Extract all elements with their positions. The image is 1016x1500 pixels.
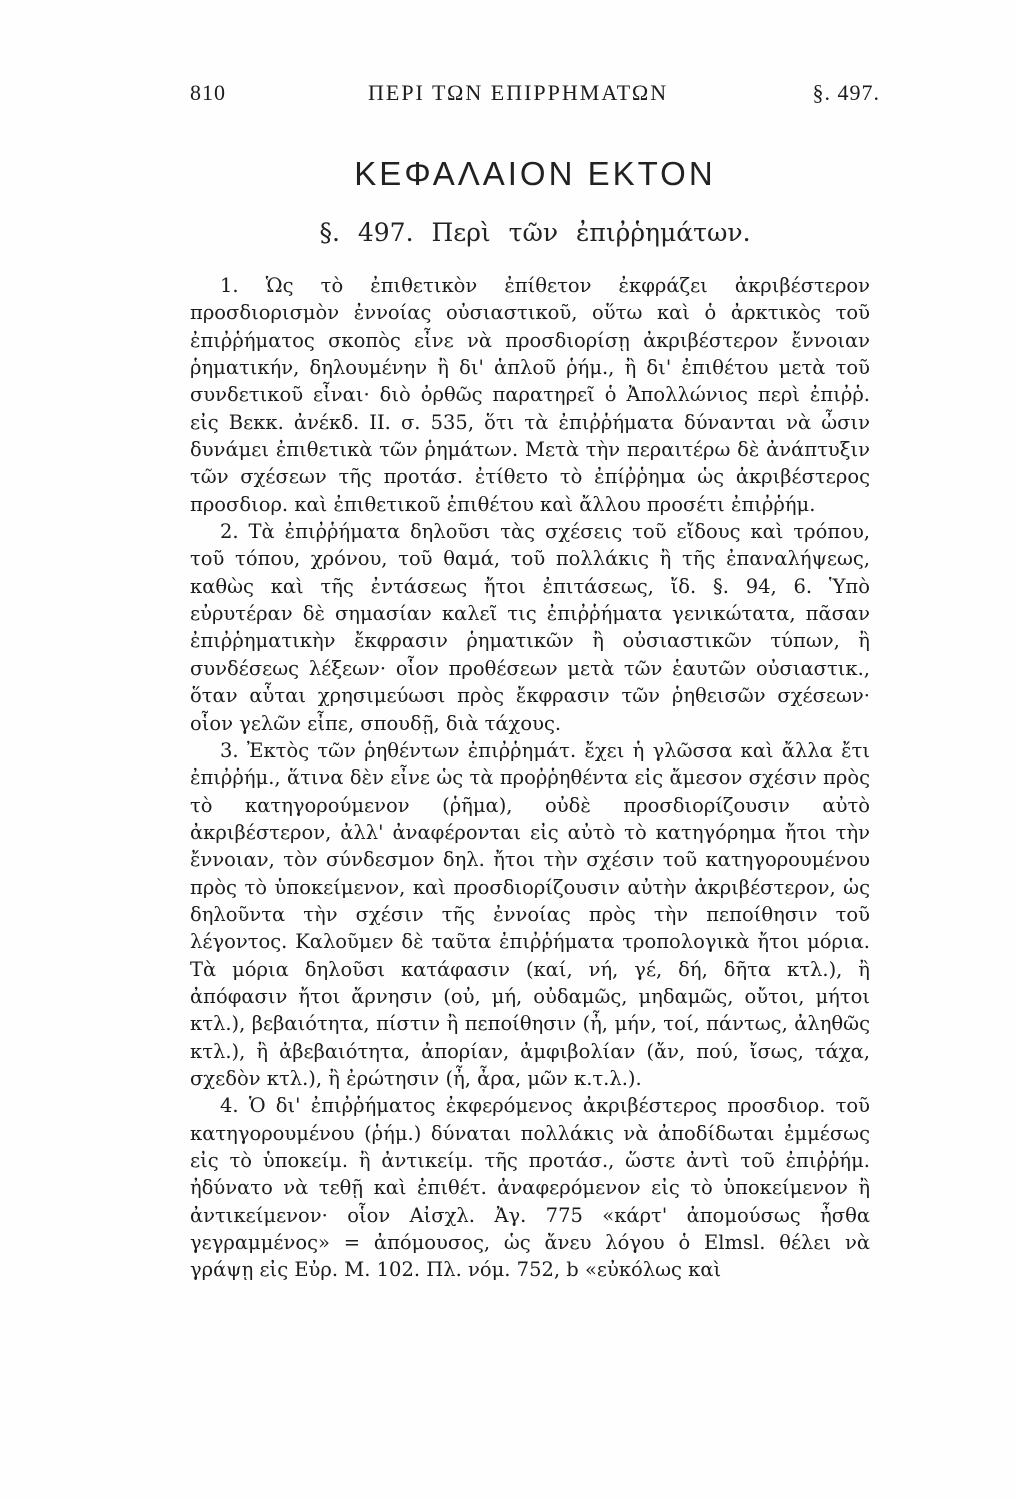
header-section-mark: §. 497. (812, 80, 880, 105)
page-number: 810 (190, 80, 226, 105)
paragraph-1: 1. Ὡς τὸ ἐπιθετικὸν ἐπίθετον ἐκφράζει ἀκριβέστερον προσδιορισμὸν ἐννοίας οὐσιαστικοῦ, οὕτω καὶ ὁ ἀρκτικὸς τοῦ ἐπιῤῥήματος σκοπὸς εἶνε νὰ προσδιορίσῃ ἀκριβέστερον ἔννοιαν ῥηματικήν, δηλουμένην ἢ δι' ἁπλοῦ ῥήμ., ἢ δι' ἐπιθέτου μετὰ τοῦ συνδετικοῦ εἶναι· διὸ ὀρθῶς παρατηρεῖ ὁ Ἀπολλώνιος περὶ ἐπιῤῥ. εἰς Βεκκ. ἀνέκδ. II. σ. 535, ὅτι τὰ ἐπιῤῥήματα δύνανται νὰ ὦσιν δυνάμει ἐπιθετικὰ τῶν ῥημάτων. Μετὰ τὴν περαιτέρω δὲ ἀνάπτυξιν τῶν σχέσεων τῆς προτάσ. ἐτίθετο τὸ ἐπίῤῥημα ὡς ἀκριβέστερος προσδιορ. καὶ ἐπιθετικοῦ ἐπιθέτου καὶ ἄλλου προσέτι ἐπιῤῥήμ. (190, 274, 870, 516)
running-header (190, 80, 880, 120)
paragraph-3: 3. Ἐκτὸς τῶν ῥηθέντων ἐπιῤῥημάτ. ἔχει ἡ γλῶσσα καὶ ἄλλα ἔτι ἐπιῤῥήμ., ἅτινα δὲν εἶνε ὡς τὰ προῤῥηθέντα εἰς ἄμεσον σχέσιν πρὸς τὸ κατηγορούμενον (ῥῆμα), οὐδὲ προσδιορίζουσιν αὐτὸ ἀκριβέστερον, ἀλλ' ἀναφέρονται εἰς αὐτὸ τὸ κατηγόρημα ἤτοι τὴν ἔννοιαν, τὸν σύνδεσμον δηλ. ἤτοι τὴν σχέσιν τοῦ κατηγορουμένου πρὸς τὸ ὑποκείμενον, καὶ προσδιορίζουσιν αὐτὴν ἀκριβέστερον, ὡς δηλοῦντα τὴν σχέσιν τῆς ἐννοίας πρὸς τὴν πεποίθησιν τοῦ λέγοντος. Καλοῦμεν δὲ ταῦτα ἐπιῤῥήματα τροπολογικὰ ἤτοι μόρια. Τὰ μόρια δηλοῦσι κατάφασιν (καί, νή, γέ, δή, δῆτα κτλ.), ἢ ἀπόφασιν ἤτοι ἄρνησιν (οὐ, μή, οὐδαμῶς, μηδαμῶς, οὔτοι, μήτοι κτλ.), βεβαιότητα, πίστιν ἢ πεποίθησιν (ἦ, μήν, τοί, πάντως, ἀληθῶς κτλ.), ἢ ἀβεβαιότητα, ἀπορίαν, ἀμφιβολίαν (ἄν, πού, ἴσως, τάχα, σχεδὸν κτλ.), ἢ ἐρώτησιν (ἦ, ἆρα, μῶν κ.τ.λ.). (190, 738, 870, 1090)
paragraph-2: 2. Τὰ ἐπιῤῥήματα δηλοῦσι τὰς σχέσεις τοῦ εἴδους καὶ τρόπου, τοῦ τόπου, χρόνου, τοῦ θαμά, τοῦ πολλάκις ἢ τῆς ἐπαναλήψεως, καθὼς καὶ τῆς ἐντάσεως ἤτοι ἐπιτάσεως, ἴδ. §. 94, 6. Ὑπὸ εὐρυτέραν δὲ σημασίαν καλεῖ τις ἐπιῤῥήματα γενικώτατα, πᾶσαν ἐπιῤῥηματικὴν ἔκφρασιν ῥηματικῶν ἢ οὐσιαστικῶν τύπων, ἢ συνδέσεως λέξεων· οἷον προθέσεων μετὰ τῶν ἑαυτῶν οὐσιαστικ., ὅταν αὗται χρησιμεύωσι πρὸς ἔκφρασιν τῶν ῥηθεισῶν σχέσεων· οἷον γελῶν εἶπε, σπουδῇ, διὰ τάχους. (190, 520, 870, 735)
running-title: ΠΕΡΙ ΤΩΝ ΕΠΙΡΡΗΜΑΤΩΝ (368, 80, 669, 105)
body-text (190, 272, 870, 1284)
chapter-title: ΚΕΦΑΛΑΙΟΝ ΕΚΤΟΝ (354, 155, 716, 192)
section-heading: §. 497. Περὶ τῶν ἐπιῤῥημάτων. (319, 218, 751, 247)
paragraph-4: 4. Ὁ δι' ἐπιῤῥήματος ἐκφερόμενος ἀκριβέστερος προσδιορ. τοῦ κατηγορουμένου (ῥήμ.) δύναται πολλάκις νὰ ἀποδίδωται ἐμμέσως εἰς τὸ ὑποκείμ. ἢ ἀντικείμ. τῆς προτάσ., ὥστε ἀντὶ τοῦ ἐπιῤῥήμ. ἠδύνατο νὰ τεθῇ καὶ ἐπιθέτ. ἀναφερόμενον εἰς τὸ ὑποκείμενον ἢ ἀντικείμενον· οἷον Αἰσχλ. Ἀγ. 775 «κάρτ' ἀπομούσως ἦσθα γεγραμμένος» = ἀπόμουσος, ὡς ἄνευ λόγου ὁ Elmsl. θέλει νὰ γράψῃ εἰς Εὐρ. Μ. 102. Πλ. νόμ. 752, b «εὐκόλως καὶ (190, 1094, 870, 1282)
